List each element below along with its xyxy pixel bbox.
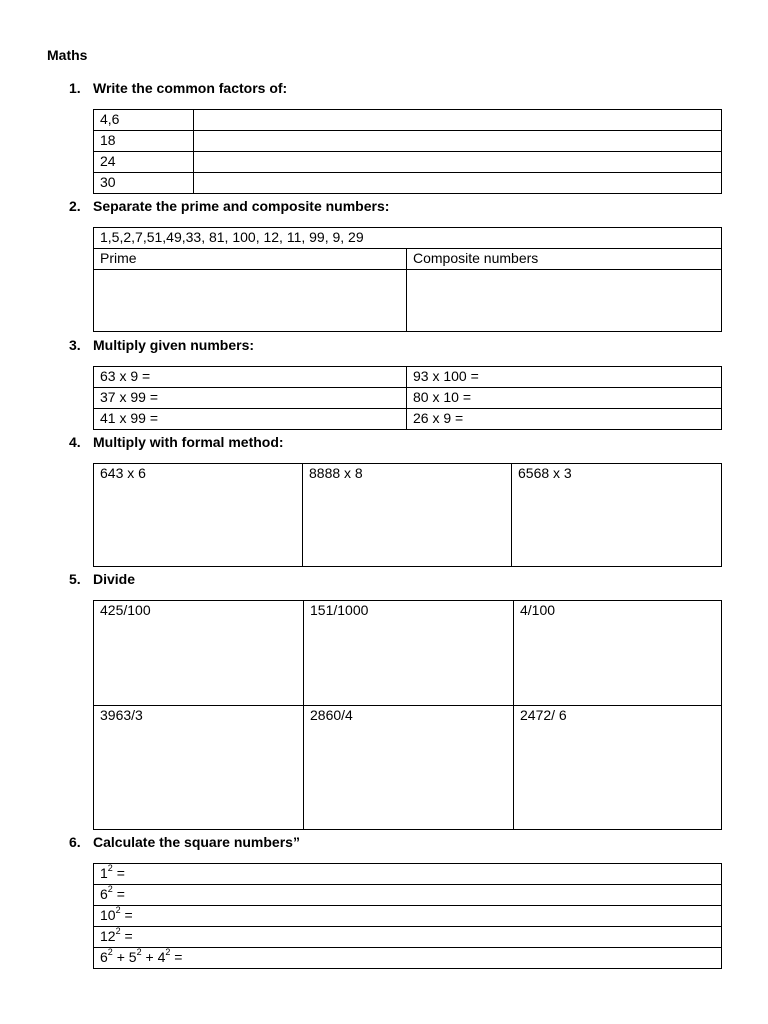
base-number: 12 — [100, 928, 116, 944]
square-cell[interactable] — [94, 885, 722, 906]
question-number: 4. — [69, 434, 81, 450]
question-2-heading — [0, 198, 768, 214]
table-row — [94, 388, 722, 409]
prime-composite-table — [93, 227, 722, 332]
page-title: Maths — [47, 47, 88, 63]
factor-number-cell: 4,6 — [94, 110, 194, 131]
equals-sign: = — [112, 865, 125, 881]
table-row — [94, 906, 722, 927]
working-cell[interactable]: 425/100 — [94, 601, 304, 706]
table-row — [94, 927, 722, 948]
exponent: 2 — [107, 947, 113, 958]
question-text: Separate the prime and composite numbers: — [93, 198, 390, 214]
table-row — [94, 706, 722, 830]
question-number: 5. — [69, 571, 81, 587]
square-cell[interactable] — [94, 864, 722, 885]
composite-answer-cell[interactable] — [407, 270, 722, 332]
table-row — [94, 601, 722, 706]
base-number: 6 — [100, 886, 108, 902]
working-cell[interactable]: 4/100 — [514, 601, 722, 706]
divide-table — [93, 600, 722, 830]
exponent: 2 — [165, 947, 171, 958]
exponent: 2 — [136, 947, 142, 958]
exponent: 2 — [115, 905, 121, 916]
equals-sign: = — [112, 886, 125, 902]
table-row — [94, 270, 722, 332]
common-factors-table — [93, 109, 722, 194]
factor-number-cell: 18 — [94, 131, 194, 152]
working-cell[interactable]: 151/1000 — [304, 601, 514, 706]
question-text: Write the common factors of: — [93, 80, 288, 96]
equals-sign: = — [170, 949, 183, 965]
question-number: 2. — [69, 198, 81, 214]
prime-answer-cell[interactable] — [94, 270, 407, 332]
square-cell[interactable] — [94, 906, 722, 927]
table-row — [94, 885, 722, 906]
multiply-table — [93, 366, 722, 430]
table-row — [94, 948, 722, 969]
table-row — [94, 131, 722, 152]
question-number: 1. — [69, 80, 81, 96]
base-number: 1 — [100, 865, 108, 881]
operator-text: + — [141, 949, 158, 965]
base-number: 10 — [100, 907, 116, 923]
answer-cell[interactable] — [194, 131, 722, 152]
table-row — [94, 110, 722, 131]
question-1-heading — [0, 80, 768, 96]
question-text: Multiply with formal method: — [93, 434, 284, 450]
working-cell[interactable]: 643 x 6 — [94, 464, 303, 567]
base-number: 5 — [128, 949, 137, 965]
multiplication-cell[interactable]: 63 x 9 = — [94, 367, 407, 388]
multiplication-cell[interactable]: 41 x 99 = — [94, 409, 407, 430]
question-text: Multiply given numbers: — [93, 337, 255, 353]
factor-number-cell: 24 — [94, 152, 194, 173]
multiplication-cell[interactable]: 80 x 10 = — [407, 388, 722, 409]
table-row — [94, 249, 722, 270]
table-row — [94, 864, 722, 885]
answer-cell[interactable] — [194, 173, 722, 194]
question-text: Calculate the square numbers” — [93, 834, 300, 850]
table-row — [94, 367, 722, 388]
table-row — [94, 173, 722, 194]
question-number: 6. — [69, 834, 81, 850]
question-text: Divide — [93, 571, 136, 587]
multiplication-cell[interactable]: 93 x 100 = — [407, 367, 722, 388]
answer-cell[interactable] — [194, 110, 722, 131]
table-row — [94, 152, 722, 173]
multiplication-cell[interactable]: 37 x 99 = — [94, 388, 407, 409]
equals-sign: = — [120, 928, 133, 944]
table-row — [94, 228, 722, 249]
base-number: 4 — [157, 949, 166, 965]
question-4-heading — [0, 434, 768, 450]
square-cell[interactable] — [94, 927, 722, 948]
composite-header: Composite numbers — [407, 249, 722, 270]
working-cell[interactable]: 6568 x 3 — [512, 464, 722, 567]
question-5-heading — [0, 571, 768, 587]
factor-number-cell: 30 — [94, 173, 194, 194]
question-3-heading — [0, 337, 768, 353]
square-numbers-table — [93, 863, 722, 969]
working-cell[interactable]: 3963/3 — [94, 706, 304, 830]
operator-text: + — [112, 949, 129, 965]
multiplication-cell[interactable]: 26 x 9 = — [407, 409, 722, 430]
number-list-cell: 1,5,2,7,51,49,33, 81, 100, 12, 11, 99, 9, 29 — [94, 228, 722, 249]
exponent: 2 — [107, 884, 113, 895]
working-cell[interactable]: 2860/4 — [304, 706, 514, 830]
exponent: 2 — [115, 926, 121, 937]
equals-sign: = — [120, 907, 133, 923]
question-number: 3. — [69, 337, 81, 353]
question-6-heading — [0, 834, 768, 850]
table-row — [94, 464, 722, 567]
exponent: 2 — [107, 863, 113, 874]
prime-header: Prime — [94, 249, 407, 270]
square-cell[interactable] — [94, 948, 722, 969]
answer-cell[interactable] — [194, 152, 722, 173]
base-number: 6 — [100, 949, 108, 965]
working-cell[interactable]: 2472/ 6 — [514, 706, 722, 830]
working-cell[interactable]: 8888 x 8 — [303, 464, 512, 567]
table-row — [94, 409, 722, 430]
formal-method-table — [93, 463, 722, 567]
